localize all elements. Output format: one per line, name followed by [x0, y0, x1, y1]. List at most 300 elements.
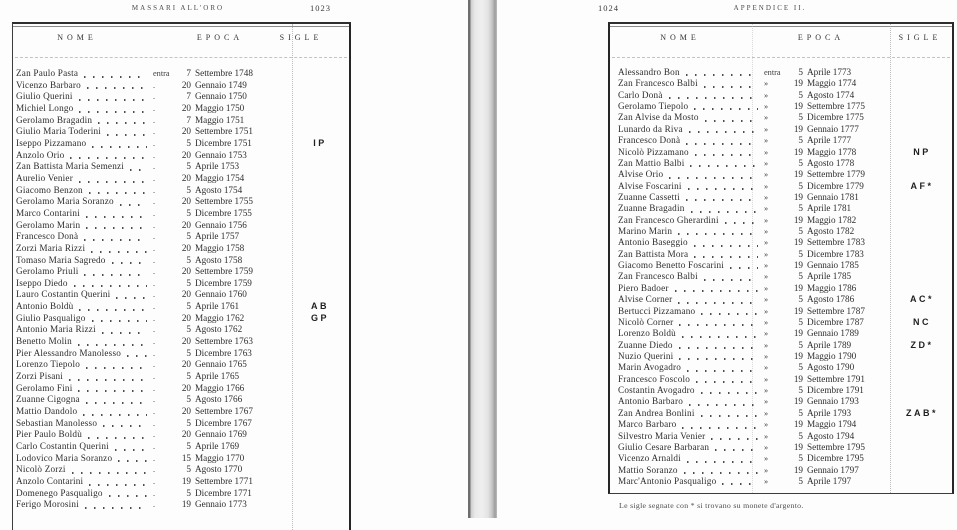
row-name-cell — [16, 91, 153, 103]
row-name-cell — [16, 476, 153, 488]
row-name-cell — [16, 348, 153, 360]
row-day: 20 — [181, 289, 191, 300]
row-name-cell — [618, 396, 764, 407]
row-name: Alvise Corner — [618, 294, 673, 305]
row-entry-prefix: » — [764, 329, 769, 339]
row-name-cell — [16, 301, 153, 313]
dot-leader — [89, 192, 147, 194]
row-name-cell — [618, 465, 764, 476]
row-day: 20 — [181, 429, 191, 440]
row-month-year: Maggio 1766 — [195, 382, 245, 393]
row-month-year: Settembre 1767 — [195, 406, 253, 417]
dot-leader — [689, 404, 758, 406]
row-entry-prefix: . — [153, 488, 156, 498]
row-month-year: Agosto 1774 — [807, 89, 855, 100]
row-day: 5 — [798, 294, 803, 305]
row-day: 19 — [793, 101, 803, 112]
table-row — [13, 406, 349, 418]
row-month-year: Agosto 1766 — [195, 394, 243, 405]
row-name-cell — [16, 173, 153, 185]
row-day: 20 — [181, 406, 191, 417]
row-entry-prefix: . — [153, 150, 156, 160]
table-rows-left — [13, 68, 349, 511]
row-name: Pier Alessandro Manolesso — [16, 347, 122, 358]
row-entry-prefix: . — [153, 197, 156, 207]
row-name-cell — [16, 371, 153, 383]
row-name: Giacomo Benzon — [16, 184, 83, 195]
row-name-cell — [16, 150, 153, 162]
row-month-year: Gennaio 1797 — [807, 464, 859, 475]
table-row — [13, 453, 349, 465]
row-name-cell — [16, 278, 153, 290]
row-name: Pier Paulo Boldù — [16, 429, 82, 440]
row-entry-prefix: . — [153, 290, 156, 300]
row-name: Zan Battista Maria Semenzi — [16, 161, 125, 172]
row-day: 5 — [186, 207, 191, 218]
row-entry-prefix: » — [764, 465, 769, 475]
row-month-year: Aprile 1777 — [807, 135, 852, 146]
table-row — [610, 306, 952, 317]
row-day: 19 — [793, 169, 803, 180]
row-day: 5 — [186, 254, 191, 265]
row-month-year: Maggio 1790 — [807, 350, 857, 361]
row-entry-prefix: . — [153, 337, 156, 347]
row-month-year: Dicembre 1775 — [807, 112, 864, 123]
dot-leader — [130, 169, 147, 171]
row-day: 20 — [181, 149, 191, 160]
row-name: Zan Francesco Balbi — [618, 271, 698, 282]
row-entry-prefix: . — [153, 442, 156, 451]
table-row — [610, 215, 952, 226]
row-day: 5 — [798, 385, 803, 396]
table-row — [610, 90, 952, 101]
table-row — [13, 289, 349, 301]
row-month-year: Dicembre 1755 — [195, 207, 252, 218]
table-row — [13, 359, 349, 371]
row-name: Giulio Cesare Barbaran — [618, 441, 710, 452]
row-month-year: Agosto 1778 — [807, 157, 855, 168]
row-month-year: Gennaio 1756 — [195, 219, 247, 230]
row-month-year: Settembre 1748 — [195, 68, 253, 78]
row-name: Francesco Donà — [16, 231, 79, 242]
row-month-year: Aprile 1765 — [195, 371, 240, 382]
row-name-cell — [16, 68, 153, 80]
row-month-year: Aprile 1773 — [807, 67, 852, 77]
table-row — [610, 135, 952, 146]
dot-leader — [679, 358, 758, 360]
row-entry-prefix: . — [153, 220, 156, 230]
row-name: Zorzi Maria Rizzi — [16, 242, 86, 253]
row-month-year: Settembre 1751 — [195, 126, 253, 137]
table-row — [13, 394, 349, 406]
row-name-cell — [16, 103, 153, 115]
table-row — [610, 419, 952, 430]
dot-leader — [694, 245, 758, 247]
row-name: Lorenzo Tiepolo — [16, 359, 80, 370]
dot-leader — [715, 449, 758, 451]
table-row — [13, 68, 349, 80]
row-name: Antonio Barbaro — [618, 396, 684, 407]
dot-leader — [85, 507, 147, 509]
row-name: Aurelio Venier — [16, 172, 73, 183]
row-entry-prefix: » — [764, 192, 769, 202]
row-name: Silvestro Maria Venier — [618, 430, 706, 441]
row-day: 19 — [793, 260, 803, 271]
row-name: Alvise Foscarini — [618, 180, 682, 191]
row-name-cell — [16, 394, 153, 406]
row-entry-prefix: » — [764, 283, 769, 293]
row-entry-prefix: . — [153, 243, 156, 253]
dot-leader — [109, 495, 147, 497]
row-entry-prefix: » — [764, 124, 769, 134]
table-row — [13, 266, 349, 278]
dot-leader — [722, 483, 758, 485]
row-entry-prefix: . — [153, 500, 156, 510]
row-month-year: Maggio 1774 — [807, 78, 857, 89]
row-entry-prefix: » — [764, 317, 769, 327]
row-day: 19 — [793, 146, 803, 157]
dot-leader — [682, 427, 758, 429]
row-day: 5 — [186, 417, 191, 428]
row-entry-prefix: . — [153, 138, 156, 148]
row-entry-prefix: » — [764, 102, 769, 112]
dot-leader — [79, 309, 147, 311]
row-day: 5 — [186, 277, 191, 288]
row-day: 20 — [181, 219, 191, 230]
dot-leader — [70, 157, 147, 159]
row-entry-prefix: » — [764, 476, 769, 486]
dot-leader — [675, 290, 758, 292]
row-name: Zuanne Bragadin — [618, 203, 685, 214]
column-header-epoca: EPOCA — [196, 33, 244, 42]
page-number-right: 1024 — [598, 3, 619, 13]
row-name: Lauro Costantin Querini — [16, 289, 111, 300]
row-entry-prefix: . — [153, 127, 156, 137]
row-entry-prefix: . — [153, 407, 156, 417]
header-separator — [612, 57, 950, 58]
dot-leader — [687, 370, 758, 372]
row-month-year: Settembre 1783 — [807, 237, 865, 248]
row-entry-prefix: . — [153, 302, 156, 312]
row-day: 19 — [793, 214, 803, 225]
dot-leader — [725, 222, 758, 224]
row-name-cell — [16, 126, 153, 138]
row-name-cell — [16, 313, 153, 325]
table-row — [610, 317, 952, 328]
row-name-cell — [16, 383, 153, 395]
dot-leader — [86, 402, 147, 404]
table-row — [13, 313, 349, 325]
row-entry-prefix: . — [153, 430, 156, 440]
row-name-cell — [618, 340, 764, 351]
row-month-year: Settembre 1787 — [807, 305, 865, 316]
row-day: 5 — [798, 362, 803, 373]
row-month-year: Agosto 1762 — [195, 324, 243, 335]
row-name: Zuanne Cassetti — [618, 191, 680, 202]
row-day: 5 — [798, 430, 803, 441]
table-row — [13, 499, 349, 511]
table-row — [13, 185, 349, 197]
table-row — [13, 173, 349, 185]
dot-leader — [678, 302, 758, 304]
row-month-year: Agosto 1794 — [807, 430, 855, 441]
row-name: Giulio Maria Toderini — [16, 126, 102, 137]
row-entry-prefix: » — [764, 442, 769, 452]
row-name: Lunardo da Riva — [618, 123, 683, 134]
row-day: 7 — [186, 68, 191, 78]
row-name: Gerolamo Marin — [16, 219, 81, 230]
running-title-right: APPENDICE II. — [733, 4, 807, 12]
row-name-cell — [618, 431, 764, 442]
row-name: Giulio Querini — [16, 91, 73, 102]
table-row — [13, 324, 349, 336]
row-day: 19 — [793, 419, 803, 430]
row-day: 5 — [186, 441, 191, 451]
table-row — [610, 158, 952, 169]
table-row — [610, 328, 952, 339]
row-name: Lodovico Maria Soranzo — [16, 452, 113, 463]
row-month-year: Maggio 1751 — [195, 114, 245, 125]
row-month-year: Aprile 1753 — [195, 161, 240, 172]
row-name: Antonio Maria Rizzi — [16, 324, 96, 335]
row-entry-prefix: . — [153, 278, 156, 288]
row-entry-prefix: . — [153, 185, 156, 195]
table-row — [610, 362, 952, 373]
table-row — [13, 208, 349, 220]
dot-leader — [688, 188, 758, 190]
row-name: Mattio Soranzo — [618, 464, 678, 475]
row-day: 5 — [798, 180, 803, 191]
row-month-year: Settembre 1775 — [807, 101, 865, 112]
row-entry-prefix: . — [153, 453, 156, 463]
dot-leader — [679, 324, 758, 326]
row-month-year: Dicembre 1763 — [195, 347, 252, 358]
row-entry-prefix: . — [153, 372, 156, 382]
row-day: 20 — [181, 102, 191, 113]
row-name-cell — [618, 408, 764, 419]
row-entry-prefix: . — [153, 383, 156, 393]
table-row — [13, 255, 349, 267]
row-name-cell — [618, 169, 764, 180]
table-row — [13, 418, 349, 430]
row-month-year: Gennaio 1785 — [807, 260, 859, 271]
row-sigle: ZD* — [910, 339, 934, 350]
row-entry-prefix: . — [153, 360, 156, 370]
table-row — [610, 192, 952, 203]
table-row — [610, 374, 952, 385]
table-row — [610, 453, 952, 464]
table-row — [13, 91, 349, 103]
row-name-cell — [16, 115, 153, 127]
row-month-year: Dicembre 1795 — [807, 453, 864, 464]
dot-leader — [704, 279, 758, 281]
row-name: Gerolamo Maria Soranzo — [16, 196, 114, 207]
row-month-year: Settembre 1791 — [807, 373, 865, 384]
row-month-year: Dicembre 1791 — [807, 385, 864, 396]
table-row — [610, 294, 952, 305]
row-day: 5 — [798, 271, 803, 282]
dot-leader — [107, 134, 147, 136]
row-name: Tomaso Maria Sagredo — [16, 254, 106, 265]
row-entry-prefix: » — [764, 306, 769, 316]
row-name: Zan Paulo Pasta — [16, 68, 79, 78]
table-row — [13, 231, 349, 243]
table-row — [13, 126, 349, 138]
row-day: 5 — [798, 453, 803, 464]
row-entry-prefix: » — [764, 351, 769, 361]
dot-leader — [678, 233, 758, 235]
row-day: 20 — [181, 382, 191, 393]
row-day: 5 — [798, 203, 803, 214]
row-name: Francesco Donà — [618, 135, 681, 146]
row-name: Marin Avogadro — [618, 362, 682, 373]
row-month-year: Settembre 1755 — [195, 196, 253, 207]
row-name: Gerolamo Fini — [16, 382, 73, 393]
row-day: 5 — [186, 347, 191, 358]
table-row — [13, 371, 349, 383]
table-row — [13, 138, 349, 150]
row-month-year: Gennaio 1773 — [195, 499, 247, 510]
row-day: 19 — [181, 475, 191, 486]
row-entry-prefix: . — [153, 208, 156, 218]
table-row — [610, 124, 952, 135]
row-name-cell — [618, 147, 764, 158]
row-entry-prefix: » — [764, 170, 769, 180]
dot-leader — [730, 267, 758, 269]
row-month-year: Gennaio 1760 — [195, 289, 247, 300]
dot-leader — [701, 392, 758, 394]
row-name-cell — [618, 226, 764, 237]
dot-leader — [696, 381, 758, 383]
table-row — [13, 476, 349, 488]
dot-leader — [79, 181, 147, 183]
row-name-cell — [16, 429, 153, 441]
table-row — [13, 464, 349, 476]
row-name-cell — [618, 192, 764, 203]
row-name-cell — [618, 249, 764, 260]
table-row — [610, 431, 952, 442]
table-row — [13, 220, 349, 232]
dot-leader — [686, 199, 758, 201]
table-rows-right — [610, 67, 952, 487]
dot-leader — [689, 131, 758, 133]
row-name-cell — [618, 442, 764, 453]
table-row — [13, 348, 349, 360]
dot-leader — [701, 313, 758, 315]
row-month-year: Aprile 1785 — [807, 271, 852, 282]
table-row — [13, 488, 349, 500]
row-sigle: AF* — [910, 180, 934, 191]
dot-leader — [711, 438, 758, 440]
row-name-cell — [618, 215, 764, 226]
row-month-year: Maggio 1750 — [195, 102, 245, 113]
table-row — [13, 196, 349, 208]
row-name: Antonio Boldù — [16, 301, 74, 312]
row-day: 5 — [186, 137, 191, 148]
row-name: Marino Marin — [618, 226, 673, 237]
row-name: Zan Andrea Bonlini — [618, 407, 695, 418]
row-entry-prefix: . — [153, 255, 156, 265]
row-day: 19 — [793, 396, 803, 407]
row-month-year: Aprile 1761 — [195, 301, 240, 312]
table-row — [610, 476, 952, 487]
dot-leader — [88, 437, 147, 439]
page-gutter — [468, 0, 497, 518]
row-name: Domenego Pasqualigo — [16, 487, 103, 498]
dot-leader — [79, 111, 147, 113]
row-entry-prefix: » — [764, 90, 769, 100]
dot-leader — [118, 460, 147, 462]
row-day: 5 — [798, 112, 803, 123]
table-row — [13, 103, 349, 115]
row-name: Zan Battista Mora — [618, 248, 689, 259]
row-entry-prefix: » — [764, 431, 769, 441]
row-month-year: Aprile 1757 — [195, 231, 240, 242]
row-name: Nuzio Querini — [618, 350, 674, 361]
row-name: Anzolo Orio — [16, 149, 65, 160]
row-day: 15 — [181, 452, 191, 463]
row-day: 5 — [186, 184, 191, 195]
row-name: Zan Alvise da Mosto — [618, 112, 699, 123]
row-entry-prefix: . — [153, 232, 156, 242]
column-header-nome: NOME — [57, 33, 97, 42]
dot-leader — [686, 74, 758, 76]
row-month-year: Settembre 1795 — [807, 441, 865, 452]
dot-leader — [704, 86, 758, 88]
dot-leader — [92, 146, 147, 148]
row-name-cell — [16, 196, 153, 208]
row-month-year: Settembre 1771 — [195, 475, 253, 486]
dot-leader — [102, 332, 147, 334]
table-row — [610, 465, 952, 476]
row-entry-prefix: » — [764, 374, 769, 384]
dot-leader — [705, 120, 758, 122]
row-name: Anzolo Contarini — [16, 475, 84, 486]
row-sigle: AC* — [909, 294, 934, 305]
table-row — [610, 226, 952, 237]
row-month-year: Agosto 1790 — [807, 362, 855, 373]
row-day: 19 — [181, 499, 191, 510]
column-header-sigle: SIGLE — [279, 33, 323, 42]
row-entry-prefix: entra — [764, 68, 781, 77]
table-row — [610, 203, 952, 214]
row-day: 5 — [186, 371, 191, 382]
row-entry-prefix: entra — [153, 69, 170, 78]
dot-leader — [687, 461, 758, 463]
row-entry-prefix: . — [153, 80, 156, 90]
page-number-left: 1023 — [310, 3, 331, 13]
table-row — [610, 78, 952, 89]
dot-leader — [669, 177, 758, 179]
row-day: 19 — [793, 282, 803, 293]
row-name: Iseppo Diedo — [16, 277, 68, 288]
dot-leader — [694, 108, 758, 110]
dot-leader — [695, 154, 758, 156]
dot-leader — [684, 472, 758, 474]
row-name: Benetto Molin — [16, 336, 72, 347]
row-name: Antonio Baseggio — [618, 237, 688, 248]
row-name-cell — [618, 124, 764, 135]
row-month-year: Aprile 1793 — [807, 407, 852, 418]
row-name-cell — [618, 419, 764, 430]
row-entry-prefix: . — [153, 465, 156, 475]
row-name-cell — [16, 161, 153, 173]
row-name-cell — [618, 181, 764, 192]
row-name: Marco Contarini — [16, 207, 80, 218]
row-name: Lorenzo Boldù — [618, 328, 676, 339]
table-row — [610, 283, 952, 294]
dot-leader — [84, 239, 147, 241]
